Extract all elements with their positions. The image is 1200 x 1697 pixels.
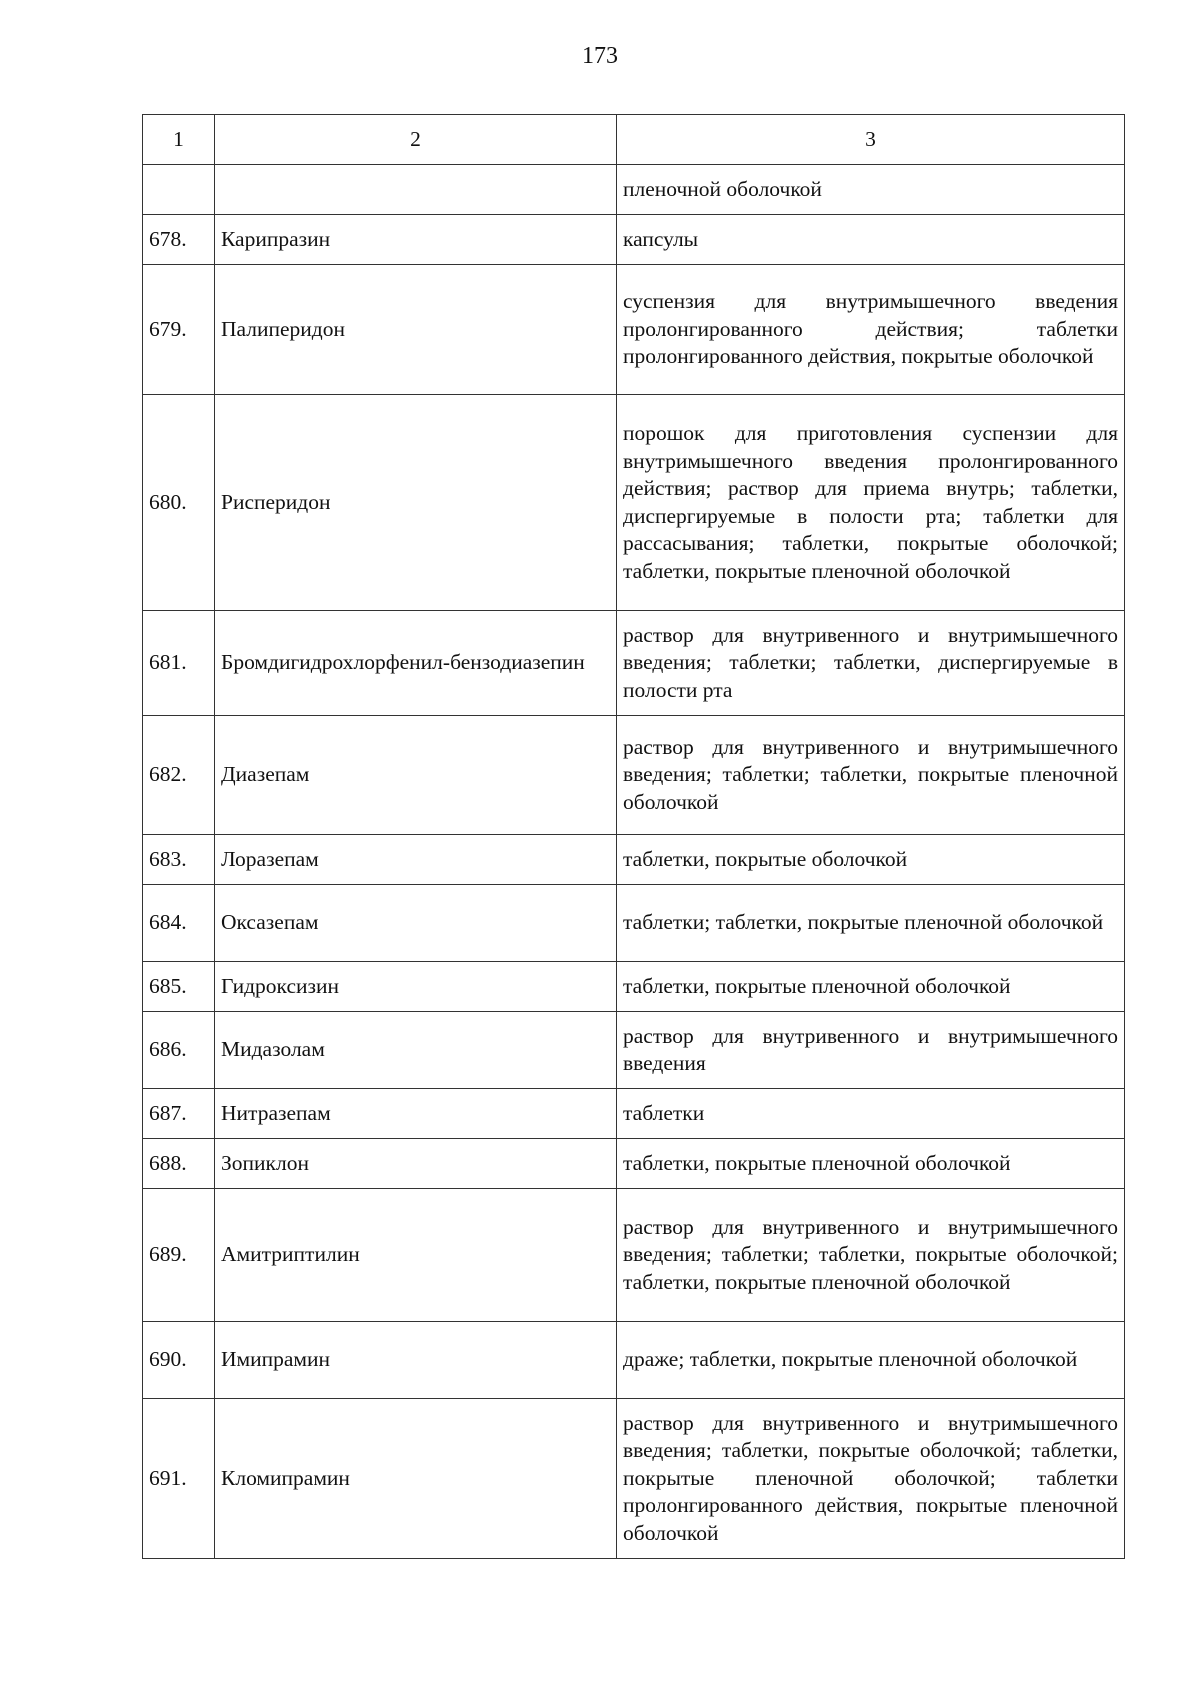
dosage-form-cell: суспензия для внутримышечного введения пролонгированного действия; таблетки пролонгированного действия, покрытые оболочкой <box>617 265 1125 395</box>
table-row <box>143 1139 1125 1189</box>
table-row <box>143 395 1125 611</box>
row-number-cell: 685. <box>143 962 215 1012</box>
table-row <box>143 1012 1125 1089</box>
row-number-cell: 686. <box>143 1012 215 1089</box>
drug-name-cell: Имипрамин <box>215 1322 617 1399</box>
table-header-row <box>143 115 1125 165</box>
dosage-form-cell: таблетки; таблетки, покрытые пленочной оболочкой <box>617 885 1125 962</box>
table-row <box>143 885 1125 962</box>
row-number-cell: 684. <box>143 885 215 962</box>
row-number-cell: 678. <box>143 215 215 265</box>
dosage-form-cell: таблетки, покрытые пленочной оболочкой <box>617 1139 1125 1189</box>
dosage-form-cell: раствор для внутривенного и внутримышечного введения; таблетки; таблетки, диспергируемые в полости рта <box>617 611 1125 716</box>
header-cell-1: 1 <box>143 115 215 165</box>
row-number-cell: 690. <box>143 1322 215 1399</box>
row-number-cell: 679. <box>143 265 215 395</box>
dosage-form-cell: раствор для внутривенного и внутримышечного введения; таблетки; таблетки, покрытые оболочкой; таблетки, покрытые пленочной оболочкой <box>617 1189 1125 1322</box>
drug-name-cell: Бромдигидрохлорфенил-бензодиазепин <box>215 611 617 716</box>
dosage-form-cell: драже; таблетки, покрытые пленочной оболочкой <box>617 1322 1125 1399</box>
drug-name-cell: Рисперидон <box>215 395 617 611</box>
drug-name-cell: Оксазепам <box>215 885 617 962</box>
table-row <box>143 265 1125 395</box>
dosage-form-cell: таблетки, покрытые оболочкой <box>617 835 1125 885</box>
table-row <box>143 215 1125 265</box>
drug-name-cell: Амитриптилин <box>215 1189 617 1322</box>
drug-name-cell: Кломипрамин <box>215 1399 617 1559</box>
dosage-form-cell: раствор для внутривенного и внутримышечного введения <box>617 1012 1125 1089</box>
table-row <box>143 716 1125 835</box>
drug-name-cell: Палиперидон <box>215 265 617 395</box>
row-number-cell: 681. <box>143 611 215 716</box>
row-number-cell: 687. <box>143 1089 215 1139</box>
table-row <box>143 1189 1125 1322</box>
table-row <box>143 1089 1125 1139</box>
dosage-form-cell: раствор для внутривенного и внутримышечного введения; таблетки; таблетки, покрытые пленочной оболочкой <box>617 716 1125 835</box>
drug-name-cell <box>215 165 617 215</box>
dosage-form-cell: пленочной оболочкой <box>617 165 1125 215</box>
header-cell-2: 2 <box>215 115 617 165</box>
dosage-form-cell: таблетки <box>617 1089 1125 1139</box>
row-number-cell: 683. <box>143 835 215 885</box>
dosage-form-cell: таблетки, покрытые пленочной оболочкой <box>617 962 1125 1012</box>
drug-name-cell: Карипразин <box>215 215 617 265</box>
dosage-form-cell: порошок для приготовления суспензии для внутримышечного введения пролонгированного действия; раствор для приема внутрь; таблетки, диспергируемые в полости рта; таблетки для рассасывания; таблетки, покрытые оболочкой; таблетки, покрытые пленочной оболочкой <box>617 395 1125 611</box>
drug-name-cell: Лоразепам <box>215 835 617 885</box>
table-row <box>143 835 1125 885</box>
dosage-form-cell: раствор для внутривенного и внутримышечного введения; таблетки, покрытые оболочкой; таблетки, покрытые пленочной оболочкой; таблетки пролонгированного действия, покрытые пленочной оболочкой <box>617 1399 1125 1559</box>
table-row <box>143 1322 1125 1399</box>
row-number-cell <box>143 165 215 215</box>
row-number-cell: 688. <box>143 1139 215 1189</box>
table-row <box>143 962 1125 1012</box>
drug-name-cell: Зопиклон <box>215 1139 617 1189</box>
page-number: 173 <box>582 43 618 69</box>
header-cell-3: 3 <box>617 115 1125 165</box>
row-number-cell: 682. <box>143 716 215 835</box>
drug-name-cell: Мидазолам <box>215 1012 617 1089</box>
dosage-form-cell: капсулы <box>617 215 1125 265</box>
drug-name-cell: Нитразепам <box>215 1089 617 1139</box>
table-row <box>143 611 1125 716</box>
drug-name-cell: Гидроксизин <box>215 962 617 1012</box>
drug-table <box>142 114 1125 1559</box>
row-number-cell: 689. <box>143 1189 215 1322</box>
table-row <box>143 1399 1125 1559</box>
drug-name-cell: Диазепам <box>215 716 617 835</box>
row-number-cell: 691. <box>143 1399 215 1559</box>
row-number-cell: 680. <box>143 395 215 611</box>
table-row <box>143 165 1125 215</box>
